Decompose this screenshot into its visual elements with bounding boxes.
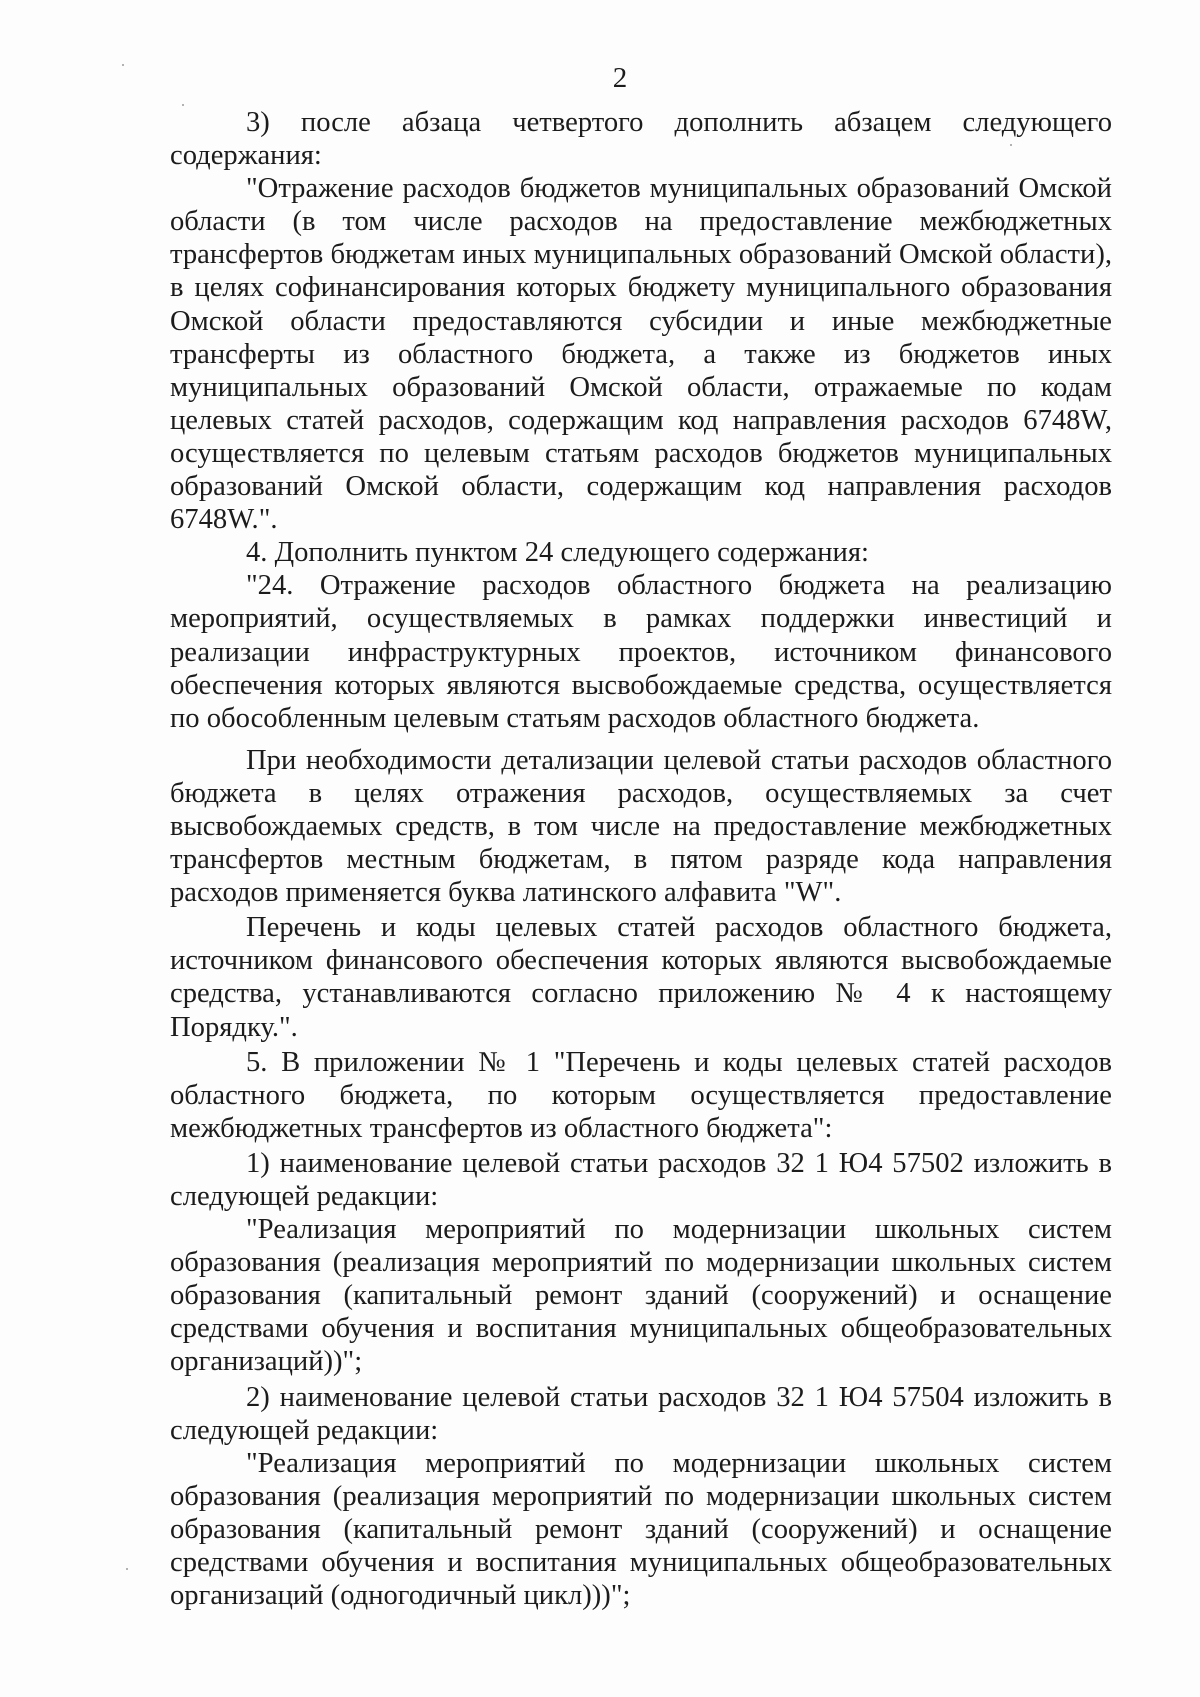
scan-speck bbox=[126, 1568, 128, 1570]
paragraph-point-24: "24. Отражение расходов областного бюджета на реализацию мероприятий, осуществляемых в рамках поддержки инвестиций и реализации инфраструктурных проектов, источником финансового обеспечения которых являются высвобождаемые средства, осуществляется по обособленным целевым статьям расходов областного бюджета. bbox=[170, 570, 1112, 734]
document-body bbox=[170, 106, 1112, 1612]
paragraph-item-4: 4. Дополнить пунктом 24 следующего содержания: bbox=[246, 537, 869, 569]
paragraph-quoted-text: "Отражение расходов бюджетов муниципальных образований Омской области (в том числе расходов на предоставление межбюджетных трансфертов бюджетам иных муниципальных образований Омской области), в целях софинансирования которых бюджету муниципального образования Омской области предоставляются субсидии и иные межбюджетные трансферты из областного бюджета, а также из бюджетов иных муниципальных образований Омской области, отражаемые по кодам целевых статей расходов, содержащим код направления расходов 6748W, осуществляется по целевым статьям расходов бюджетов муниципальных образований Омской области, содержащим код направления расходов 6748W.". bbox=[170, 173, 1112, 536]
paragraph-quoted-name-1: "Реализация мероприятий по модернизации школьных систем образования (реализация мероприятий по модернизации школьных систем образования (капитальный ремонт зданий (сооружений) и оснащение средствами обучения и воспитания муниципальных общеобразовательных организаций))"; bbox=[170, 1214, 1112, 1378]
paragraph-subitem-2: 2) наименование целевой статьи расходов 32 1 Ю4 57504 изложить в следующей редакции: bbox=[170, 1381, 1112, 1446]
paragraph-list-codes: Перечень и коды целевых статей расходов областного бюджета, источником финансового обеспечения которых являются высвобождаемые средства, устанавливаются согласно приложению № 4 к настоящему Порядку.". bbox=[170, 912, 1112, 1043]
paragraph-item-5: 5. В приложении № 1 "Перечень и коды целевых статей расходов областного бюджета, по которым осуществляется предоставление межбюджетных трансфертов из областного бюджета": bbox=[170, 1046, 1112, 1144]
paragraph-quoted-name-2: "Реализация мероприятий по модернизации школьных систем образования (реализация мероприятий по модернизации школьных систем образования (капитальный ремонт зданий (сооружений) и оснащение средствами обучения и воспитания муниципальных общеобразовательных организаций (одногодичный цикл)))"; bbox=[170, 1447, 1112, 1612]
page-number: 2 bbox=[612, 62, 628, 94]
paragraph-detailing: При необходимости детализации целевой статьи расходов областного бюджета в целях отражения расходов, осуществляемых за счет высвобождаемых средств, в том числе на предоставление межбюджетных трансфертов местным бюджетам, в пятом разряде кода направления расходов применяется буква латинского алфавита "W". bbox=[170, 744, 1112, 909]
paragraph-3-insert: 3) после абзаца четвертого дополнить абзацем следующего содержания: bbox=[170, 107, 1112, 172]
paragraph-subitem-1: 1) наименование целевой статьи расходов 32 1 Ю4 57502 изложить в следующей редакции: bbox=[170, 1147, 1112, 1212]
